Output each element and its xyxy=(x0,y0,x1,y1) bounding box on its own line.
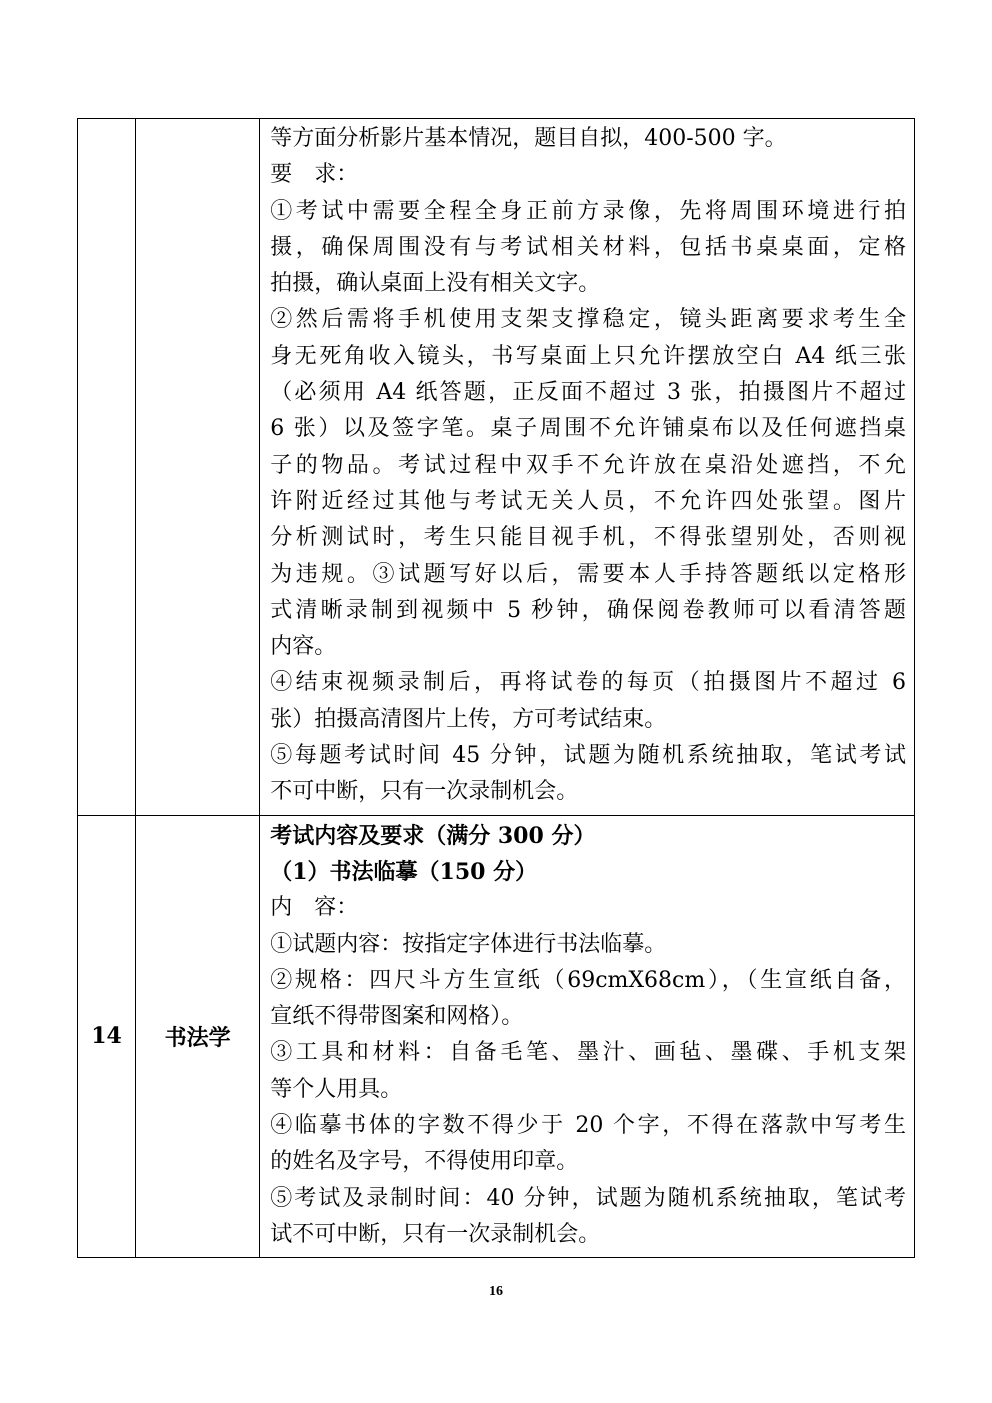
text-line: 试不可中断，只有一次录制机会。 xyxy=(270,1221,601,1247)
major-name-cell xyxy=(136,119,260,816)
text-line: 等方面分析影片基本情况，题目自拟，400-500 字。 xyxy=(270,126,787,151)
row-number: 14 xyxy=(78,815,136,1258)
text-line: ②规格：四尺斗方生宣纸（69cmX68cm），（生宣纸自备， xyxy=(270,967,906,993)
text-line: 不可中断，只有一次录制机会。 xyxy=(270,779,579,805)
text-line: ①考试中需要全程全身正前方录像，先将周围环境进行拍 xyxy=(270,198,906,224)
text-line: ④临摹书体的字数不得少于 20 个字，不得在落款中写考生 xyxy=(270,1113,906,1139)
text-line: ②然后需将手机使用支架支撑稳定，镜头距离要求考生全 xyxy=(270,307,906,333)
requirements-cell xyxy=(260,119,915,816)
text-line: 宣纸不得带图案和网格）。 xyxy=(270,1004,524,1030)
requirements-cell xyxy=(260,815,915,1258)
page-number: 16 xyxy=(489,1284,503,1299)
text-line: 要 求： xyxy=(270,162,359,188)
text-line: 式清晰录制到视频中 5 秒钟，确保阅卷教师可以看清答题 xyxy=(270,597,906,623)
requirements-table xyxy=(77,118,915,1258)
text-line: 的姓名及字号，不得使用印章。 xyxy=(270,1149,579,1175)
text-line: （1）书法临摹（150 分） xyxy=(270,858,538,885)
text-line: 分析测试时，考生只能目视手机，不得张望别处，否则视 xyxy=(270,525,906,551)
text-line: ③工具和材料：自备毛笔、墨汁、画毡、墨碟、手机支架 xyxy=(270,1040,906,1066)
text-line: ①试题内容：按指定字体进行书法临摹。 xyxy=(270,931,667,957)
major-name: 书法学 xyxy=(136,815,260,1258)
text-line: 摄，确保周围没有与考试相关材料，包括书桌桌面，定格 xyxy=(270,234,906,260)
text-line: 内 容： xyxy=(270,895,359,921)
text-line: 考试内容及要求（满分 300 分） xyxy=(270,822,596,849)
text-line: 子的物品。考试过程中双手不允许放在桌沿处遮挡，不允 xyxy=(270,452,906,478)
text-line: 拍摄，确认桌面上没有相关文字。 xyxy=(270,271,601,297)
text-line: 内容。 xyxy=(270,634,337,660)
table-row-continued xyxy=(78,119,915,816)
text-line: ⑤每题考试时间 45 分钟，试题为随机系统抽取，笔试考试 xyxy=(270,743,906,769)
row-number-cell xyxy=(78,119,136,816)
text-line: ④结束视频录制后，再将试卷的每页（拍摄图片不超过 6 xyxy=(270,670,906,696)
text-line: （必须用 A4 纸答题，正反面不超过 3 张，拍摄图片不超过 xyxy=(270,380,906,406)
table-row-14 xyxy=(78,815,915,1258)
text-line: 许附近经过其他与考试无关人员，不允许四处张望。图片 xyxy=(270,488,906,514)
text-line: ⑤考试及录制时间：40 分钟，试题为随机系统抽取，笔试考 xyxy=(270,1185,906,1211)
text-line: 为违规。③试题写好以后，需要本人手持答题纸以定格形 xyxy=(270,561,906,587)
text-line: 6 张）以及签字笔。桌子周围不允许铺桌布以及任何遮挡桌 xyxy=(270,416,906,442)
text-line: 等个人用具。 xyxy=(270,1076,403,1102)
text-line: 张）拍摄高清图片上传，方可考试结束。 xyxy=(270,706,667,732)
text-line: 身无死角收入镜头，书写桌面上只允许摆放空白 A4 纸三张 xyxy=(270,343,906,369)
